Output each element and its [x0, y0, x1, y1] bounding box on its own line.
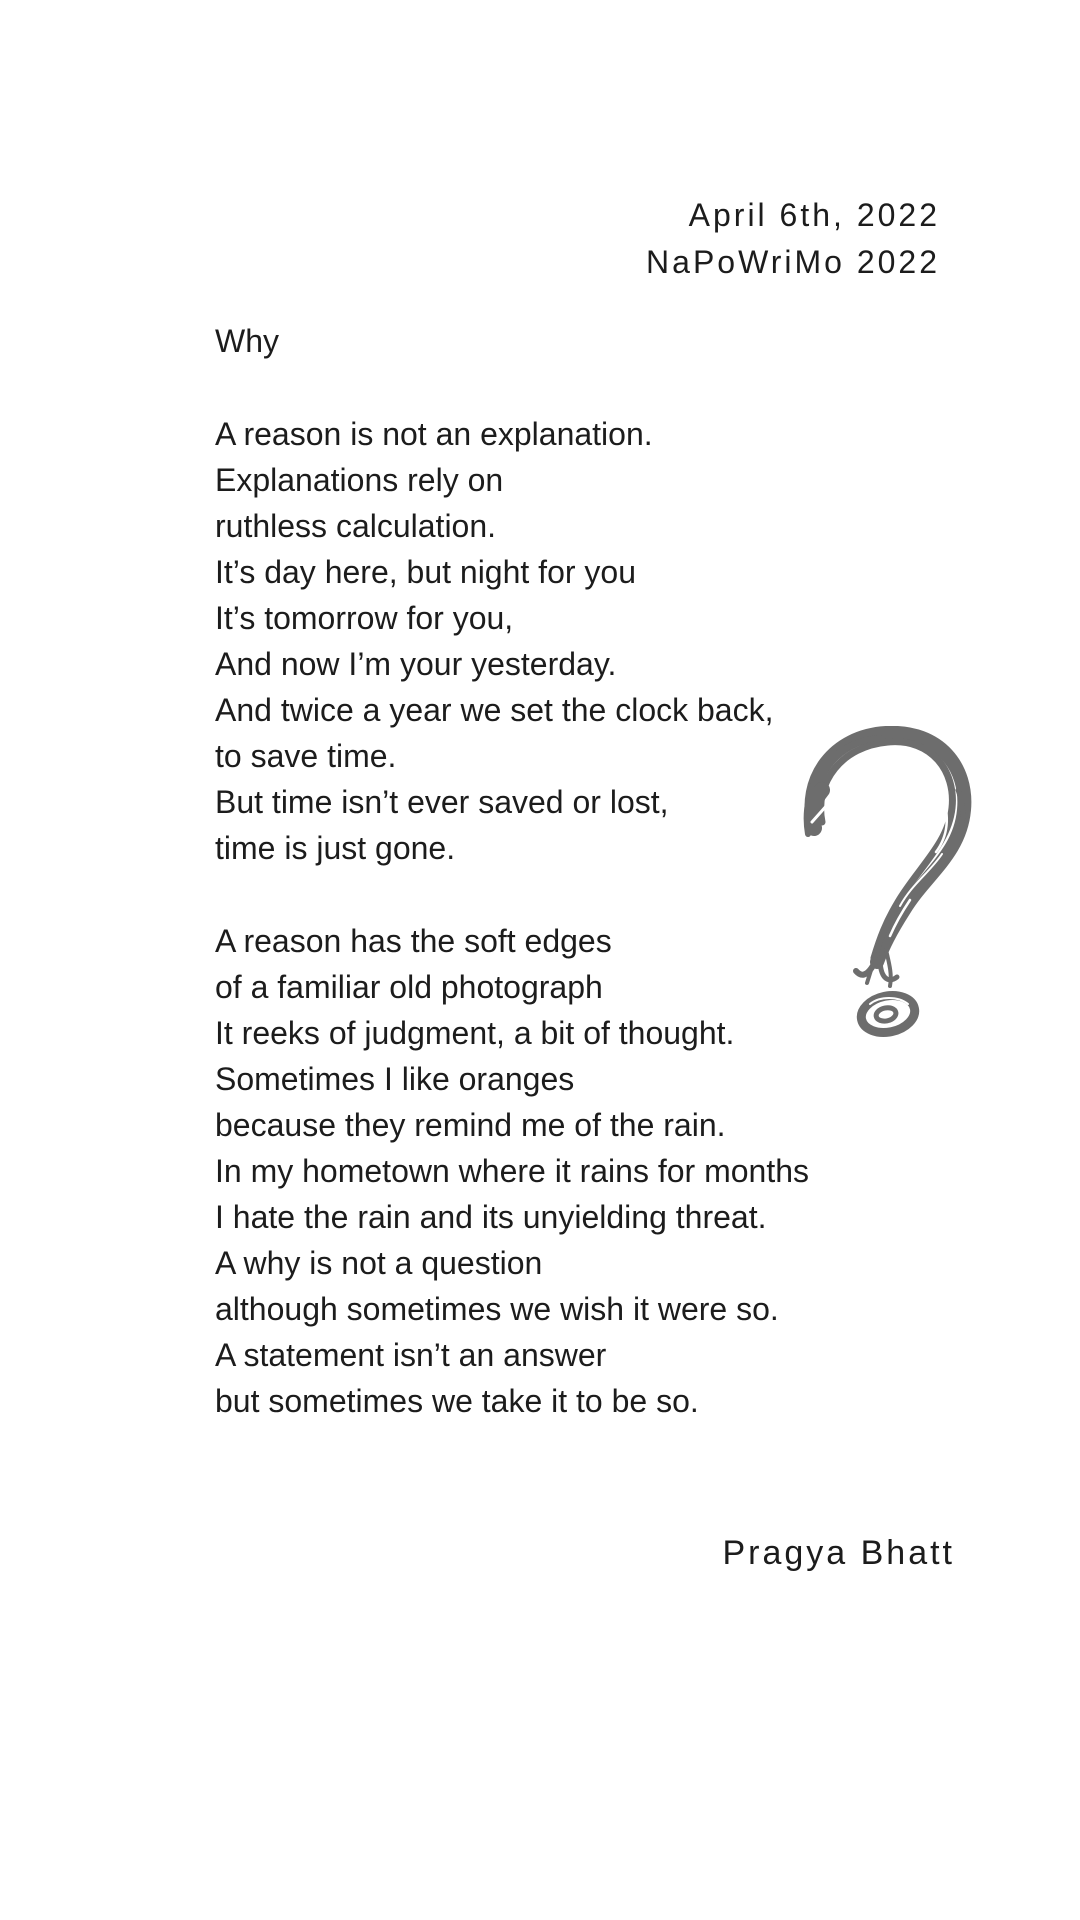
- poem-line: A why is not a question: [215, 1245, 543, 1281]
- poem-line: But time isn’t ever saved or lost,: [215, 784, 669, 820]
- poem-line: And now I’m your yesterday.: [215, 646, 617, 682]
- poem-line: time is just gone.: [215, 830, 456, 866]
- date-text: April 6th, 2022: [688, 197, 940, 233]
- poem-line: It reeks of judgment, a bit of thought.: [215, 1015, 735, 1051]
- header: [646, 192, 940, 286]
- poem-line: Explanations rely on: [215, 462, 504, 498]
- poem-line: but sometimes we take it to be so.: [215, 1383, 699, 1419]
- poem-line: In my hometown where it rains for months: [215, 1153, 810, 1189]
- poem-line: Sometimes I like oranges: [215, 1061, 575, 1097]
- author-signature: Pragya Bhatt: [722, 1534, 955, 1572]
- stanza-1: [215, 411, 773, 871]
- poem-line: A reason is not an explanation.: [215, 416, 653, 452]
- stanza-2: [215, 918, 809, 1424]
- poem-line: A reason has the soft edges: [215, 923, 612, 959]
- poem-line: I hate the rain and its unyielding threat.: [215, 1199, 767, 1235]
- poem-line: It’s tomorrow for you,: [215, 600, 514, 636]
- poem-line: ruthless calculation.: [215, 508, 497, 544]
- poem-line: to save time.: [215, 738, 397, 774]
- poem-title: Why: [215, 323, 279, 359]
- poem-line: A statement isn’t an answer: [215, 1337, 607, 1373]
- poem-line: And twice a year we set the clock back,: [215, 692, 774, 728]
- poem-line: It’s day here, but night for you: [215, 554, 636, 590]
- poem-line: because they remind me of the rain.: [215, 1107, 726, 1143]
- poem-line: of a familiar old photograph: [215, 969, 603, 1005]
- question-mark-doodle-icon: [800, 726, 972, 1044]
- event-text: NaPoWriMo 2022: [646, 244, 940, 280]
- poem-line: although sometimes we wish it were so.: [215, 1291, 779, 1327]
